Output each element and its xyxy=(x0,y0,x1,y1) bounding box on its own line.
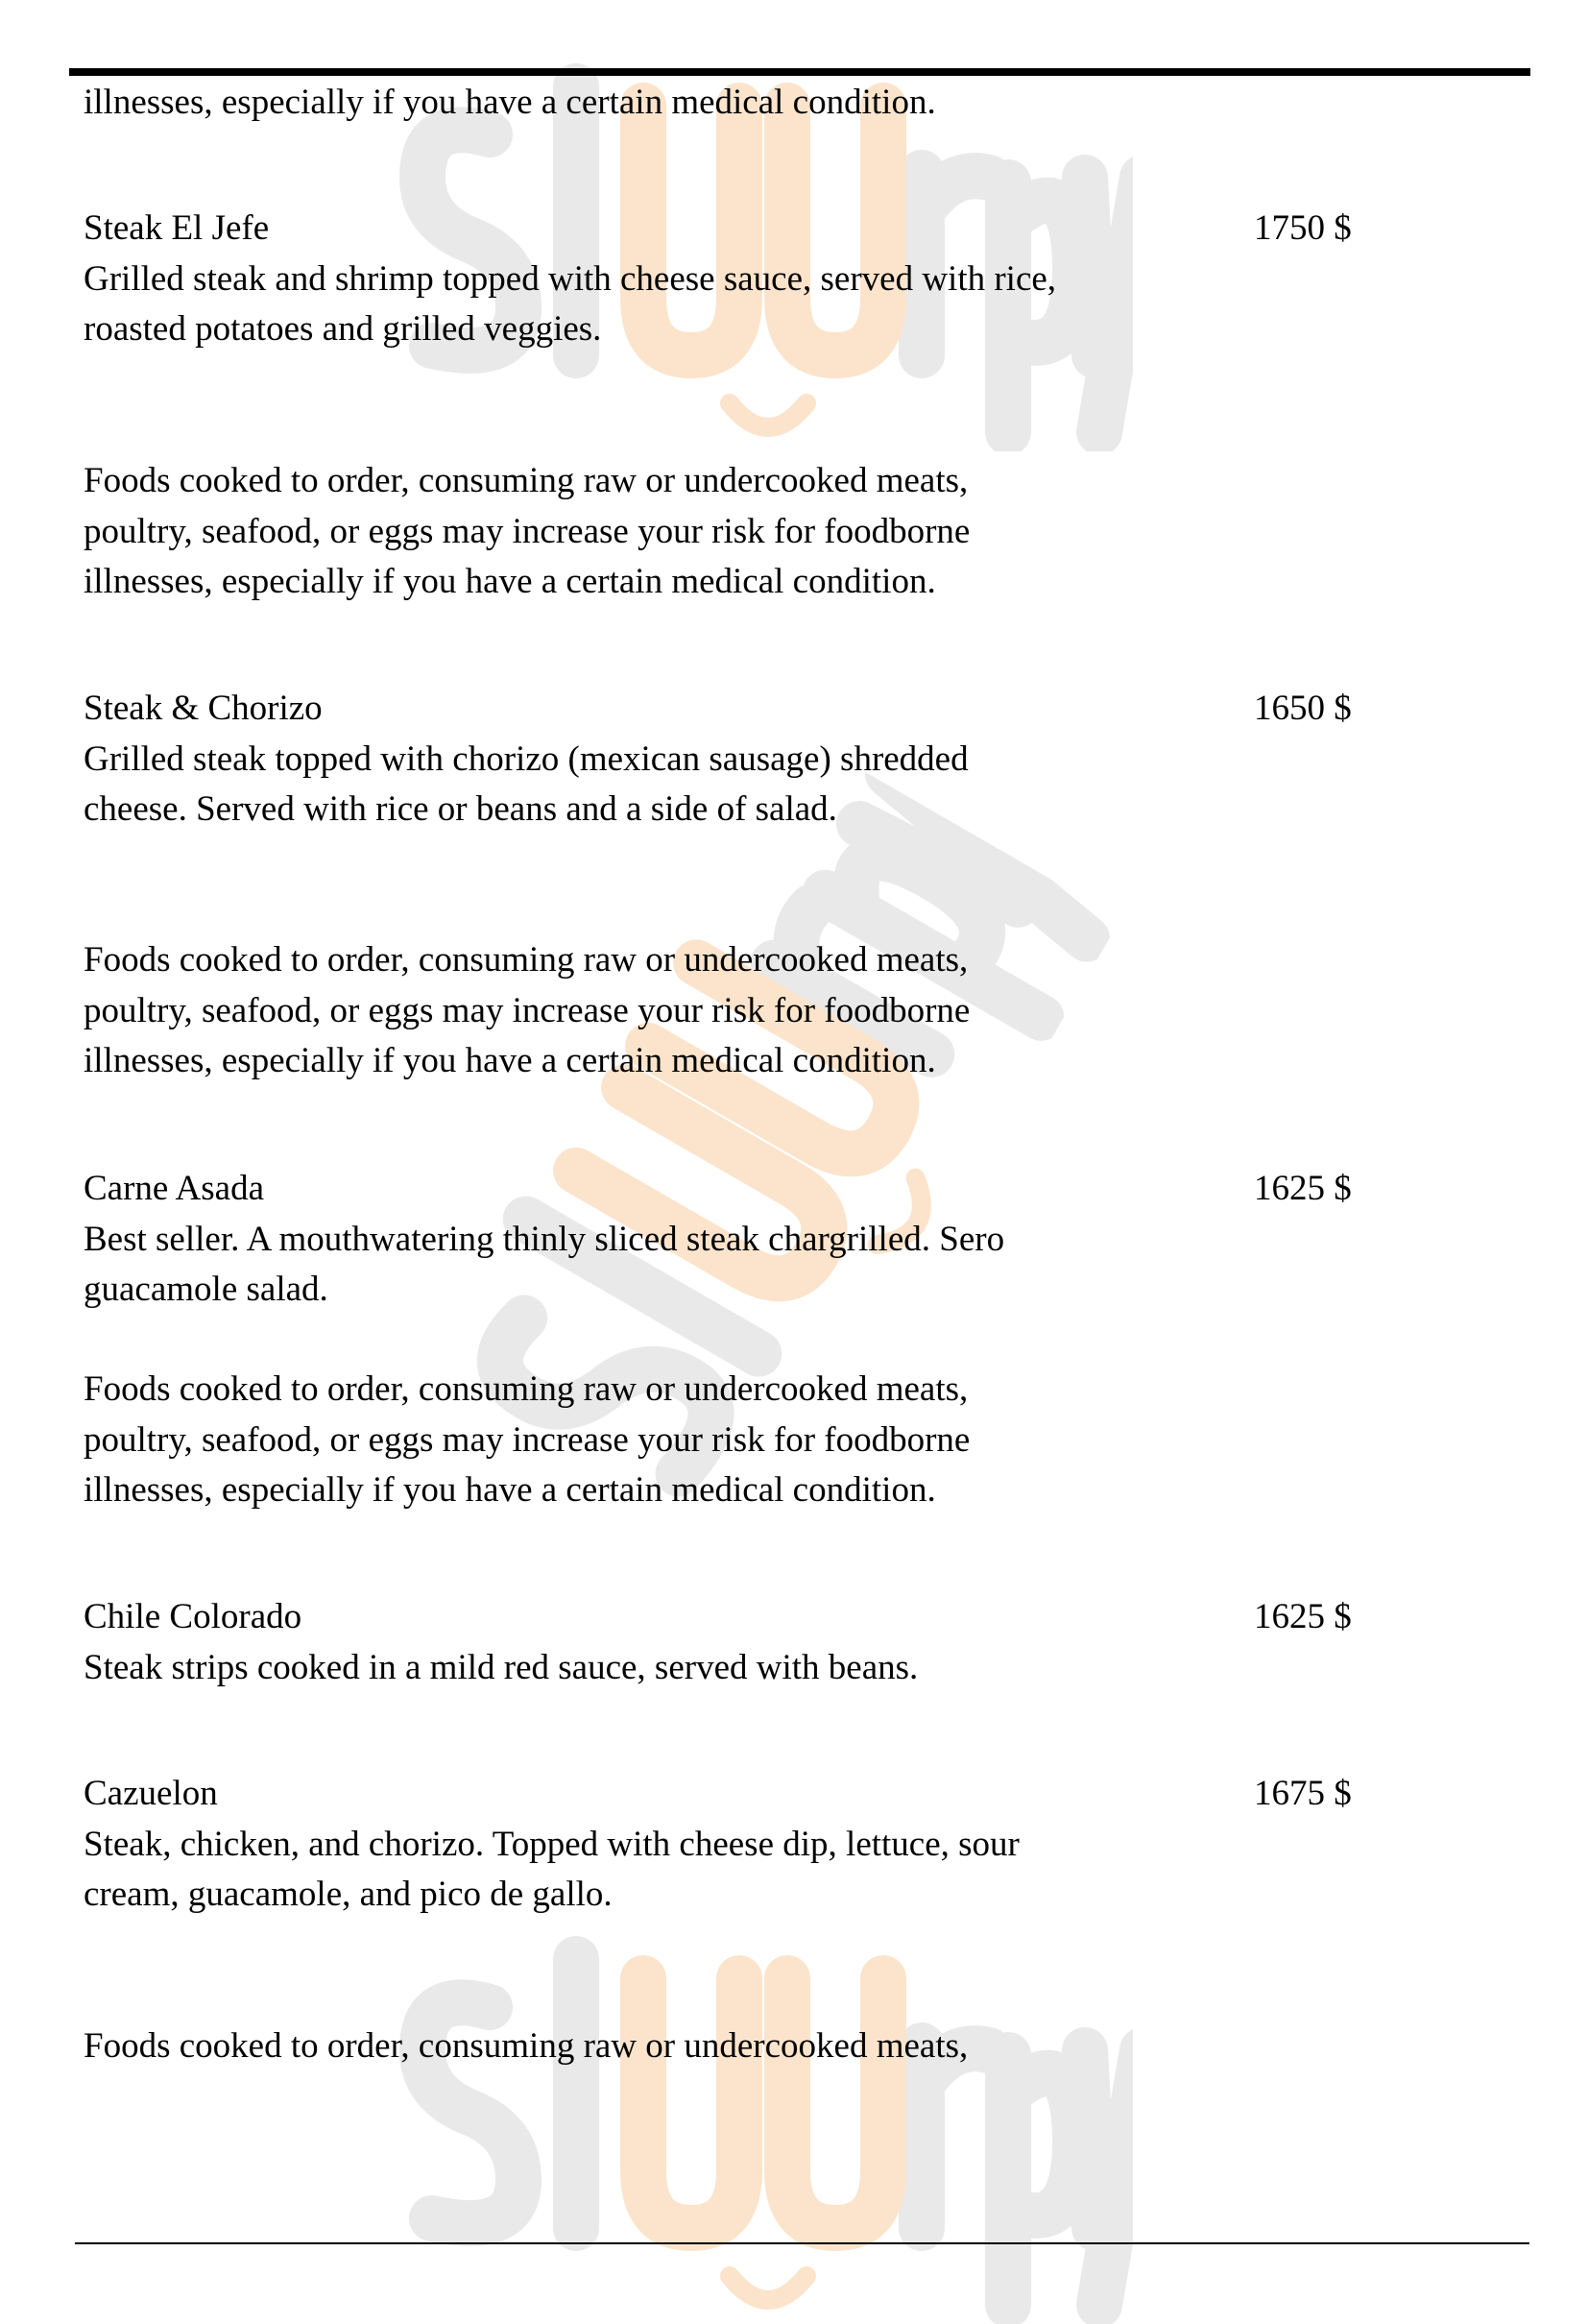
disclaimer-line: poultry, seafood, or eggs may increase your risk for foodborne xyxy=(84,1419,971,1460)
sluurpy-logo-icon xyxy=(384,1921,1133,2324)
intro-fragment: illnesses, especially if you have a certain medical condition. xyxy=(84,83,936,122)
disclaimer xyxy=(84,935,1216,1087)
disclaimer-line: poultry, seafood, or eggs may increase your risk for foodborne xyxy=(84,511,971,551)
menu-item xyxy=(84,204,1216,355)
disclaimer-line: Foods cooked to order, consuming raw or undercooked meats, xyxy=(84,461,969,500)
disclaimer-line: illnesses, especially if you have a certain medical condition. xyxy=(84,1470,936,1511)
item-name: Chile Colorado xyxy=(84,1597,302,1636)
menu-item xyxy=(84,1164,1216,1316)
disclaimer-line: Foods cooked to order, consuming raw or undercooked meats, xyxy=(84,2026,969,2066)
item-price: 1625 $ xyxy=(1254,1597,1352,1636)
item-description: Best seller. A mouthwatering thinly sliced steak chargrilled. Sero xyxy=(84,1219,1005,1259)
disclaimer-line: Foods cooked to order, consuming raw or undercooked meats, xyxy=(84,1369,969,1409)
menu-item xyxy=(84,1769,1216,1921)
item-name: Steak El Jefe xyxy=(84,208,270,248)
item-name: Carne Asada xyxy=(84,1169,265,1208)
item-description: guacamole salad. xyxy=(84,1270,328,1310)
item-description: roasted potatoes and grilled veggies. xyxy=(84,309,602,350)
item-description: Grilled steak and shrimp topped with cheese sauce, served with rice, xyxy=(84,258,1057,299)
menu-item xyxy=(84,1592,1216,1693)
disclaimer-line: poultry, seafood, or eggs may increase your risk for foodborne xyxy=(84,990,971,1030)
item-price: 1750 $ xyxy=(1254,208,1352,248)
item-description: cream, guacamole, and pico de gallo. xyxy=(84,1875,613,1915)
item-price: 1650 $ xyxy=(1254,689,1352,728)
item-name: Steak & Chorizo xyxy=(84,689,323,728)
sluurpy-watermark xyxy=(384,1921,1133,2324)
menu-item xyxy=(84,684,1216,835)
item-description: Steak, chicken, and chorizo. Topped with cheese dip, lettuce, sour xyxy=(84,1824,1020,1864)
disclaimer-line: illnesses, especially if you have a certain medical condition. xyxy=(84,562,936,602)
item-description: Grilled steak topped with chorizo (mexican sausage) shredded xyxy=(84,738,969,779)
item-description: Steak strips cooked in a mild red sauce, served with beans. xyxy=(84,1647,919,1687)
top-divider xyxy=(69,68,1530,76)
disclaimer xyxy=(84,456,1216,608)
item-price: 1625 $ xyxy=(1254,1169,1352,1208)
disclaimer xyxy=(84,2021,1216,2072)
item-description: cheese. Served with rice or beans and a side of salad. xyxy=(84,789,837,830)
disclaimer-line: illnesses, especially if you have a certain medical condition. xyxy=(84,1041,936,1081)
bottom-divider xyxy=(75,2242,1529,2244)
item-name: Cazuelon xyxy=(84,1774,218,1813)
item-price: 1675 $ xyxy=(1254,1774,1352,1813)
disclaimer-line: Foods cooked to order, consuming raw or undercooked meats, xyxy=(84,940,969,980)
disclaimer xyxy=(84,1365,1216,1516)
